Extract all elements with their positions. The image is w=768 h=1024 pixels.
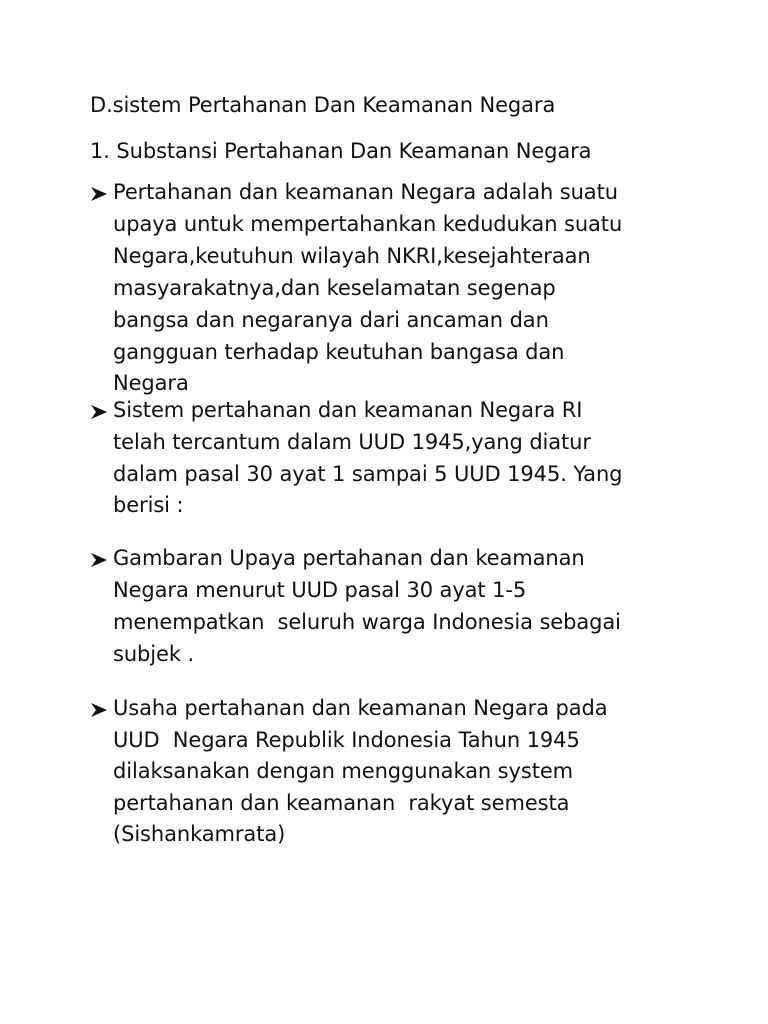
bullet-text-line: Usaha pertahanan dan keamanan Negara pada (113, 696, 608, 720)
arrowhead-bullet-icon (90, 395, 110, 427)
arrowhead-bullet-icon (90, 543, 110, 575)
bullet-text-line: subjek . (113, 642, 195, 666)
subsection-heading: 1. Substansi Pertahanan Dan Keamanan Negara (90, 139, 592, 163)
bullet-text-line: dilaksanakan dengan menggunakan system (113, 759, 574, 783)
arrowhead-bullet-icon (90, 177, 110, 209)
bullet-text-line: telah tercantum dalam UUD 1945,yang diatur (113, 430, 591, 454)
bullet-text-line: pertahanan dan keamanan rakyat semesta (113, 791, 570, 815)
bullet-text-line: dalam pasal 30 ayat 1 sampai 5 UUD 1945. Yang (113, 462, 623, 486)
bullet-text-line: Sistem pertahanan dan keamanan Negara RI (113, 398, 583, 422)
bullet-text-line: Gambaran Upaya pertahanan dan keamanan (113, 546, 585, 570)
bullet-text-line: menempatkan seluruh warga Indonesia sebagai (113, 610, 621, 634)
bullet-text-line: gangguan terhadap keutuhan bangasa dan (113, 340, 565, 364)
section-heading: D.sistem Pertahanan Dan Keamanan Negara (90, 93, 556, 117)
bullet-text-line: Negara (113, 371, 189, 395)
bullet-text-line: bangsa dan negaranya dari ancaman dan (113, 308, 549, 332)
arrowhead-bullet-icon (90, 693, 110, 725)
bullet-text-line: Pertahanan dan keamanan Negara adalah suatu (113, 180, 618, 204)
bullet-text-line: berisi : (113, 493, 184, 517)
bullet-text-line: Negara menurut UUD pasal 30 ayat 1-5 (113, 578, 527, 602)
bullet-text-line: masyarakatnya,dan keselamatan segenap (113, 276, 556, 300)
bullet-text-line: (Sishankamrata) (113, 822, 286, 846)
bullet-text-line: UUD Negara Republik Indonesia Tahun 1945 (113, 728, 580, 752)
bullet-text-line: upaya untuk mempertahankan kedudukan suatu (113, 212, 623, 236)
bullet-text-line: Negara,keutuhun wilayah NKRI,kesejahteraan (113, 244, 591, 268)
